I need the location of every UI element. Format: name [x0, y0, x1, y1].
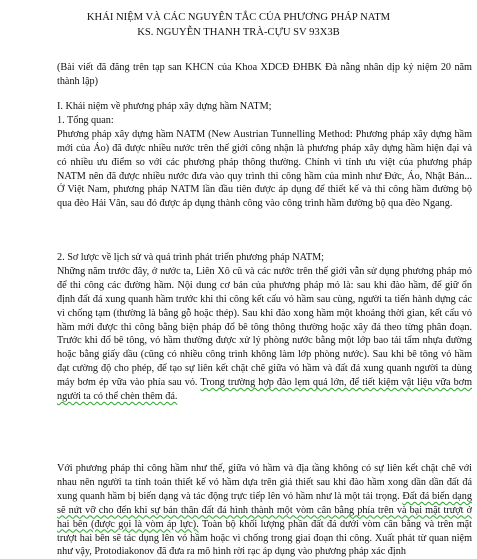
- section-3-paragraph: [57, 462, 472, 559]
- grammar-flagged-text-2: Đất đá biến dạng sẽ nứt vỡ cho đến khi sự bán thân đất đá hình thành một vòm cân bằng phía trên và bại mặt trượt ở hai bên (được gọi là vòm áp lực).: [57, 490, 472, 530]
- section-2-paragraph-text: Những năm trước đây, ở nước ta, Liên Xô cũ và các nước trên thế giới vẫn sử dụng phương pháp mỏ để thi công các đường hầm. Nội dung cơ bản của phương pháp mỏ là: sau khi đào hầm, để giữ ổn định đất đá xung quanh hầm trước khi thi công kết cấu vỏ hầm sau cùng, người ta tiến hành dựng các vì chống tạm (thường là bằng gỗ hoặc thép). Sau khi đào xong hầm một khoảng thời gian, kết cấu vỏ hầm mới được thi công bằng biện pháp đổ bê tông thông thường hoặc xây đá theo từng phân đoạn. Trước khi đổ bê tông, vỏ hầm thường được xử lý phòng nước bằng một lớp bao tải tẩm nhựa đường hoặc bằng giấy dầu (cũng có nhiều công trình không làm lớp phòng nước). Sau khi bê tông vỏ hầm đạt cường độ cho phép, để tạo sự liên kết chặt chẽ giữa vỏ hầm và đất đá xung quanh người ta dùng máy bơm ép vữa vào phía sau vỏ.: [57, 265, 472, 389]
- section-1: [57, 100, 472, 211]
- section-2-heading: 2. Sơ lược về lịch sử và quá trình phát triển phương pháp NATM;: [57, 252, 324, 263]
- section-3-paragraph-end: Toàn bộ khối lượng phần đất đá dưới vòm cân bằng và trên mặt trượt hai bên sẽ tác dụng lên vỏ hầm hoặc vì chống trong giai đoạn thi công. Xuất phát từ quan niệm như vậy, Protodiakonov đã đưa ra mô hình rời rạc áp dụng vào phương pháp xác định: [57, 518, 473, 558]
- section-1-heading: I. Khái niệm về phương pháp xây dựng hầm NATM;: [57, 101, 272, 112]
- section-3-paragraph-start: Với phương pháp thi công hầm như thế, giữa vỏ hầm và địa tầng không có sự liên kết chặt chẽ với nhau nên người ta tính toán thiết kế vỏ hầm dựa trên giả thiết sau khi đào hầm xong dần dần đất đá xung quanh hầm bị biến dạng và tác động trực tiếp lên vỏ hầm như là một tải trọng.: [57, 463, 472, 502]
- publication-note-text: (Bài viết đã đăng trên tạp san KHCN của Khoa XDCĐ ĐHBK Đà nẵng nhân dịp kỷ niệm 20 năm thành lập): [57, 62, 472, 87]
- section-1-subheading: 1. Tổng quan:: [57, 114, 114, 126]
- section-3: [57, 462, 472, 559]
- document-author: KS. NGUYỄN THANH TRÀ-CỰU SV 93X3B: [137, 27, 340, 38]
- document-title: KHÁI NIỆM VÀ CÁC NGUYÊN TẮC CỦA PHƯƠNG PHÁP NATM: [86, 12, 391, 23]
- section-2: [57, 251, 472, 404]
- grammar-flagged-text: Trong trường hợp đào lẹm quá lớn, để tiết kiệm vật liệu vữa bơm người ta có thể chèn thêm đá.: [57, 377, 473, 403]
- section-1-paragraph: Phương pháp xây dựng hầm NATM (New Austrian Tunnelling Method: Phương pháp xây dựng hầm mới của Áo) đã được nhiều nước trên thế giới công nhận là phương pháp xây dựng hầm hiện đại và có nhiều ưu điểm so với các phương pháp thông thường. Chính vì tính ưu việt của phương pháp NATM nên đã được nhiều nước đưa vào quy trình thi công hầm của mình như Đức, Áo, Nhật Bản... Ở Việt Nam, phương pháp NATM lần đầu tiên được áp dụng để thiết kế và thi công hầm đường bộ qua đèo Hải Vân, sau đó được áp dụng thành công vào công trình hầm đường bộ qua đèo Ngang.: [57, 128, 472, 210]
- section-2-paragraph: [57, 265, 472, 404]
- publication-note: [57, 61, 472, 89]
